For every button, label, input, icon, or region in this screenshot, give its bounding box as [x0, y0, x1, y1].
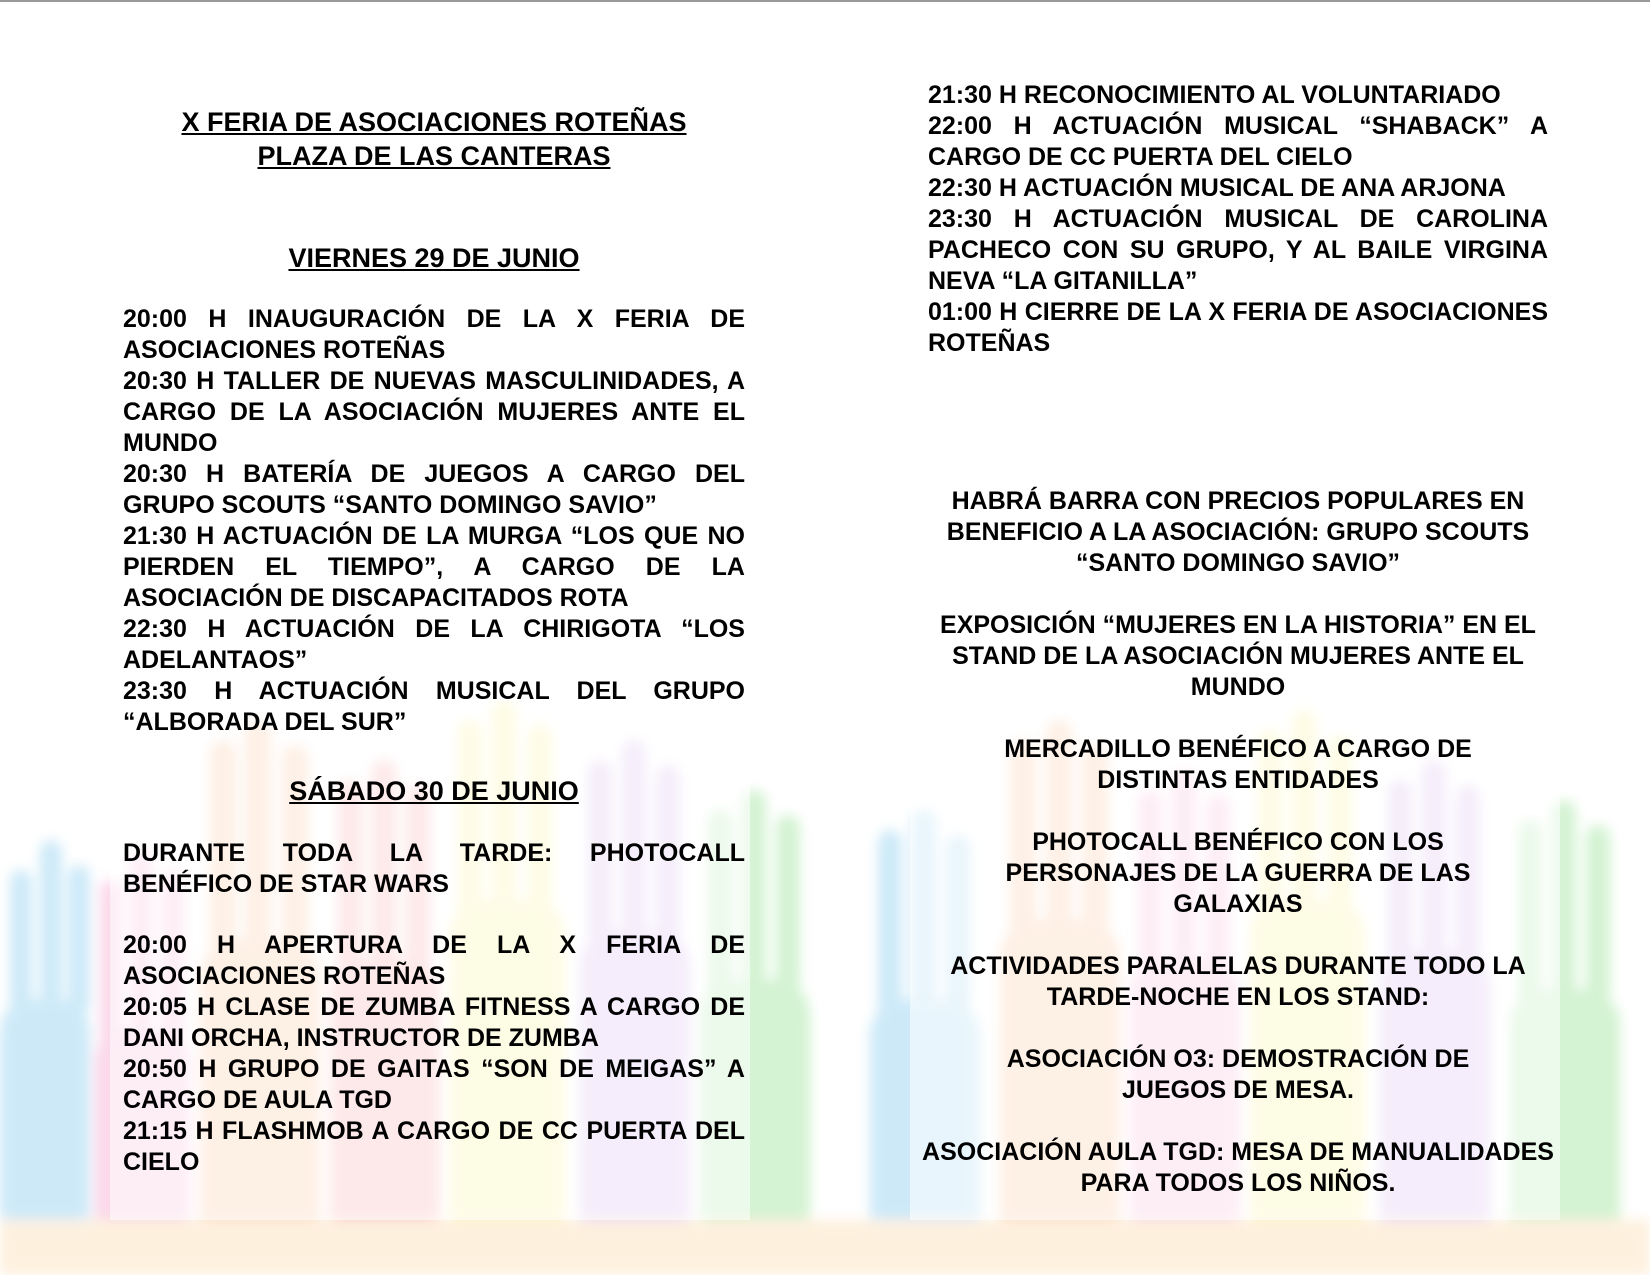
schedule-entry: 20:30 H TALLER DE NUEVAS MASCULINIDADES, A CARGO DE LA ASOCIACIÓN MUJERES ANTE EL MUNDO [123, 367, 745, 457]
note-item: EXPOSICIÓN “MUJERES EN LA HISTORIA” EN EL STAND DE LA ASOCIACIÓN MUJERES ANTE EL MUNDO [940, 611, 1536, 701]
note-item: MERCADILLO BENÉFICO A CARGO DE DISTINTAS ENTIDADES [1004, 735, 1472, 794]
saturday-heading: SÁBADO 30 DE JUNIO [289, 776, 579, 806]
friday-schedule [123, 304, 745, 738]
friday-heading: VIERNES 29 DE JUNIO [288, 243, 580, 273]
schedule-entry: 01:00 H CIERRE DE LA X FERIA DE ASOCIACIONES ROTEÑAS [928, 298, 1548, 357]
schedule-entry: 22:00 H ACTUACIÓN MUSICAL “SHABACK” A CARGO DE CC PUERTA DEL CIELO [928, 112, 1548, 171]
title-line-1: X FERIA DE ASOCIACIONES ROTEÑAS [181, 107, 687, 137]
schedule-entry: 20:00 H APERTURA DE LA X FERIA DE ASOCIACIONES ROTEÑAS [123, 931, 745, 990]
schedule-entry: 20:00 H INAUGURACIÓN DE LA X FERIA DE ASOCIACIONES ROTEÑAS [123, 305, 745, 364]
schedule-entry: 23:30 H ACTUACIÓN MUSICAL DEL GRUPO “ALBORADA DEL SUR” [123, 677, 745, 736]
schedule-entry: 20:05 H CLASE DE ZUMBA FITNESS A CARGO DE DANI ORCHA, INSTRUCTOR DE ZUMBA [123, 993, 745, 1052]
note-item: ASOCIACIÓN O3: DEMOSTRACIÓN DE JUEGOS DE MESA. [1006, 1045, 1470, 1104]
event-title [123, 105, 745, 173]
hand-icon [0, 840, 90, 1275]
title-line-2: PLAZA DE LAS CANTERAS [257, 141, 611, 171]
schedule-entry: 23:30 H ACTUACIÓN MUSICAL DE CAROLINA PACHECO CON SU GRUPO, Y AL BAILE VIRGINA NEVA “LA GITANILLA” [928, 205, 1548, 295]
saturday-intro: DURANTE TODA LA TARDE: PHOTOCALL BENÉFICO DE STAR WARS [123, 839, 745, 898]
schedule-entry: 21:30 H ACTUACIÓN DE LA MURGA “LOS QUE NO PIERDEN EL TIEMPO”, A CARGO DE LA ASOCIACIÓN DE DISCAPACITADOS ROTA [123, 522, 745, 612]
schedule-entry: 22:30 H ACTUACIÓN DE LA CHIRIGOTA “LOS ADELANTAOS” [123, 615, 745, 674]
note-item: ACTIVIDADES PARALELAS DURANTE TODO LA TARDE-NOCHE EN LOS STAND: [950, 952, 1526, 1011]
schedule-entry: 21:15 H FLASHMOB A CARGO DE CC PUERTA DEL CIELO [123, 1117, 745, 1176]
saturday-schedule [123, 930, 745, 1178]
schedule-entry: 21:30 H RECONOCIMIENTO AL VOLUNTARIADO [928, 81, 1501, 109]
schedule-entry: 22:30 H ACTUACIÓN MUSICAL DE ANA ARJONA [928, 174, 1506, 202]
note-item: ASOCIACIÓN AULA TGD: MESA DE MANUALIDADES PARA TODOS LOS NIÑOS. [922, 1138, 1554, 1197]
note-item: PHOTOCALL BENÉFICO CON LOS PERSONAJES DE LA GUERRA DE LAS GALAXIAS [1005, 828, 1471, 918]
top-border [0, 0, 1650, 2]
schedule-entry: 20:30 H BATERÍA DE JUEGOS A CARGO DEL GRUPO SCOUTS “SANTO DOMINGO SAVIO” [123, 460, 745, 519]
note-item: HABRÁ BARRA CON PRECIOS POPULARES EN BENEFICIO A LA ASOCIACIÓN: GRUPO SCOUTS “SANTO DOMINGO SAVIO” [946, 487, 1530, 577]
schedule-entry: 20:50 H GRUPO DE GAITAS “SON DE MEIGAS” A CARGO DE AULA TGD [123, 1055, 745, 1114]
notes-list [918, 486, 1558, 1199]
saturday-schedule-continued [928, 80, 1548, 359]
